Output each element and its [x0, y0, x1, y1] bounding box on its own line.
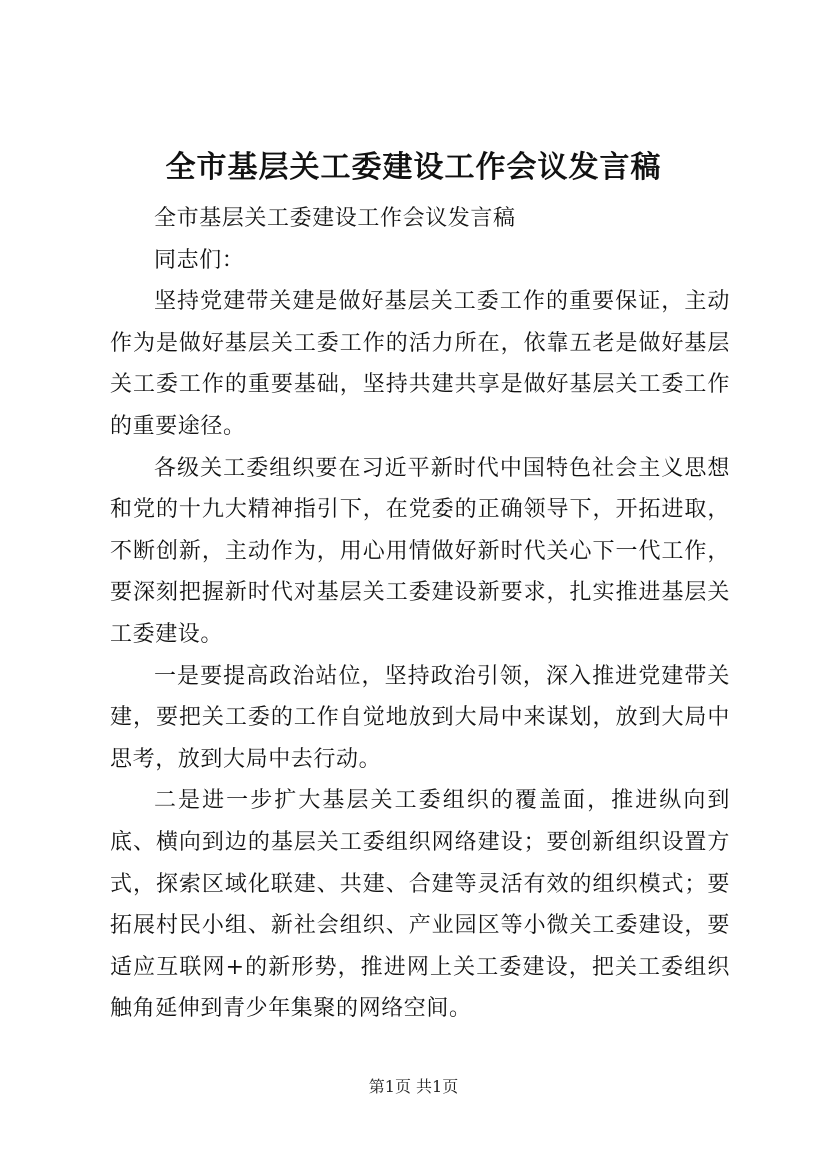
body-paragraph: 各级关工委组织要在习近平新时代中国特色社会主义思想和党的十九大精神指引下，在党委的正确领导下，开拓进取，不断创新，主动作为，用心用情做好新时代关心下一代工作，要深刻把握新时代对基层关工委建设新要求，扎实推进基层关工委建设。: [110, 455, 730, 647]
document-body: [110, 198, 730, 1030]
body-paragraph: 坚持党建带关建是做好基层关工委工作的重要保证，主动作为是做好基层关工委工作的活力所在，依靠五老是做好基层关工委工作的重要基础，坚持共建共享是做好基层关工委工作的重要途径。: [110, 289, 730, 439]
body-paragraph: 二是进一步扩大基层关工委组织的覆盖面，推进纵向到底、横向到边的基层关工委组织网络建设；要创新组织设置方式，探索区域化联建、共建、合建等灵活有效的组织模式；要拓展村民小组、新社会组织、产业园区等小微关工委建设，要适应互联网+的新形势，推进网上关工委建设，把关工委组织触角延伸到青少年集聚的网络空间。: [110, 788, 730, 1022]
document-title: 全市基层关工委建设工作会议发言稿: [165, 150, 662, 185]
page-number-footer: 第1页 共1页: [368, 1077, 459, 1096]
subtitle-paragraph: 全市基层关工委建设工作会议发言稿: [154, 206, 516, 231]
body-paragraph: 一是要提高政治站位，坚持政治引领，深入推进党建带关建，要把关工委的工作自觉地放到大局中来谋划，放到大局中思考，放到大局中去行动。: [110, 663, 730, 772]
salutation-paragraph: 同志们：: [154, 247, 245, 273]
